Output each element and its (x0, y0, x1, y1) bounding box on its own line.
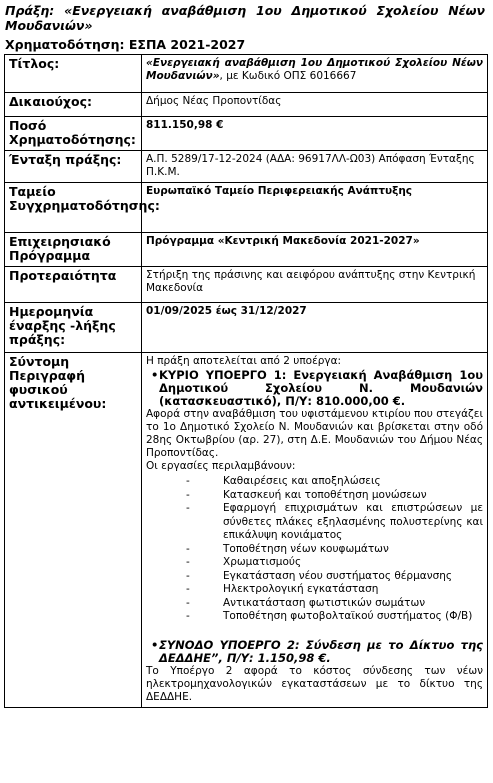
list-item: - Καθαιρέσεις και αποξηλώσεις (186, 475, 381, 487)
header-funding: Χρηματοδότηση: ΕΣΠΑ 2021-2027 (5, 37, 246, 52)
row-fund (5, 183, 488, 233)
label-program: Επιχειρησιακό Πρόγραμμα (5, 233, 142, 267)
title-code: , με Κωδικό ΟΠΣ 6016667 (219, 70, 357, 82)
description-intro: Η πράξη αποτελείται από 2 υποέργα: (146, 355, 342, 367)
row-dates (5, 303, 488, 353)
list-item: - Ηλεκτρολογική εγκατάσταση (186, 583, 379, 595)
value-priority: Στήριξη της πράσινης και αειφόρου ανάπτυξης στην Κεντρική Μακεδονία (142, 267, 488, 303)
secondary-subproject-heading: • ΣΥΝΟΔΟ ΥΠΟΕΡΓΟ 2: Σύνδεση με το Δίκτυο της ΔΕΔΔΗΕ”, Π/Υ: 1.150,98 €. (151, 637, 483, 665)
title-bold: «Ενεργειακή αναβάθμιση 1ου Δημοτικού Σχολείου Νέων Μουδανιών» (146, 57, 483, 82)
bullet-icon: • (151, 368, 159, 382)
list-item: - Τοποθέτηση φωτοβολταϊκού συστήματος (Φ/Β) (186, 610, 473, 622)
list-item: - Εφαρμογή επιχρισμάτων και επιστρώσεων με σύνθετες πλάκες εξηλασμένης πολυστερίνης και επικάλυψη κονιάματος (186, 502, 483, 541)
list-item: - Κατασκευή και τοποθέτηση μονώσεων (186, 488, 427, 501)
works-list (146, 475, 483, 624)
label-fund: Ταμείο Συγχρηματοδότησης: (5, 183, 142, 233)
row-description (5, 353, 488, 708)
list-item: - Τοποθέτηση νέων κουφωμάτων (186, 542, 389, 555)
label-dates: Ημερομηνία έναρξης -λήξης πράξης: (5, 303, 142, 353)
label-description: Σύντομη Περιγραφή φυσικού αντικειμένου: (5, 353, 142, 708)
secondary-subproject-text: Το Υποέργο 2 αφορά το κόστος σύνδεσης των νέων ηλεκτρομηχανολογικών εγκαταστάσεων με το δίκτυο της ΔΕΔΔΗΕ. (146, 664, 483, 703)
value-description (142, 353, 488, 708)
value-dates: 01/09/2025 έως 31/12/2027 (142, 303, 488, 353)
row-beneficiary (5, 93, 488, 117)
project-info-table (4, 54, 488, 708)
row-amount (5, 117, 488, 151)
label-inclusion: Ένταξη πράξης: (5, 151, 142, 183)
value-title (142, 55, 488, 93)
list-item: - Χρωματισμούς (186, 556, 302, 568)
label-amount: Ποσό Χρηματοδότησης: (5, 117, 142, 151)
header-title: Πράξη: «Ενεργειακή αναβάθμιση 1ου Δημοτικού Σχολείου Νέων Μουδανιών» (5, 3, 485, 33)
main-subproject-heading: • ΚΥΡΙΟ ΥΠΟΕΡΓΟ 1: Ενεργειακή Αναβάθμιση 1ου Δημοτικού Σχολείου Ν. Μουδανιών (κατασκευαστικό), Π/Υ: 810.000,00 €. (151, 368, 483, 408)
list-item: - Εγκατάσταση νέου συστήματος θέρμανσης (186, 569, 453, 582)
value-program: Πρόγραμμα «Κεντρική Μακεδονία 2021-2027» (142, 233, 488, 267)
row-title (5, 55, 488, 93)
row-inclusion (5, 151, 488, 183)
value-amount: 811.150,98 € (142, 117, 488, 151)
value-beneficiary: Δήμος Νέας Προποντίδας (142, 93, 488, 117)
row-priority (5, 267, 488, 303)
row-program (5, 233, 488, 267)
bullet-icon: • (151, 637, 159, 652)
list-item: - Αντικατάσταση φωτιστικών σωμάτων (186, 596, 426, 609)
works-intro: Οι εργασίες περιλαμβάνουν: (146, 460, 296, 472)
value-fund: Ευρωπαϊκό Ταμείο Περιφερειακής Ανάπτυξης (142, 183, 488, 233)
label-priority: Προτεραιότητα (5, 267, 142, 303)
main-subproject-text: Αφορά στην αναβάθμιση του υφιστάμενου κτιρίου που στεγάζει το 1ο Δημοτικό Σχολείο Ν. Μουδανιών και βρίσκεται στην οδό 28ης Οκτωβρίου (αρ. 27), στη Δ.Ε. Μουδανιών του Δήμου Νέας Προποντίδας. (146, 408, 483, 459)
label-beneficiary: Δικαιούχος: (5, 93, 142, 117)
value-inclusion: Α.Π. 5289/17-12-2024 (ΑΔΑ: 96917ΛΛ-Ω03) Απόφαση Ένταξης Π.Κ.Μ. (142, 151, 488, 183)
label-title: Τίτλος: (5, 55, 142, 93)
